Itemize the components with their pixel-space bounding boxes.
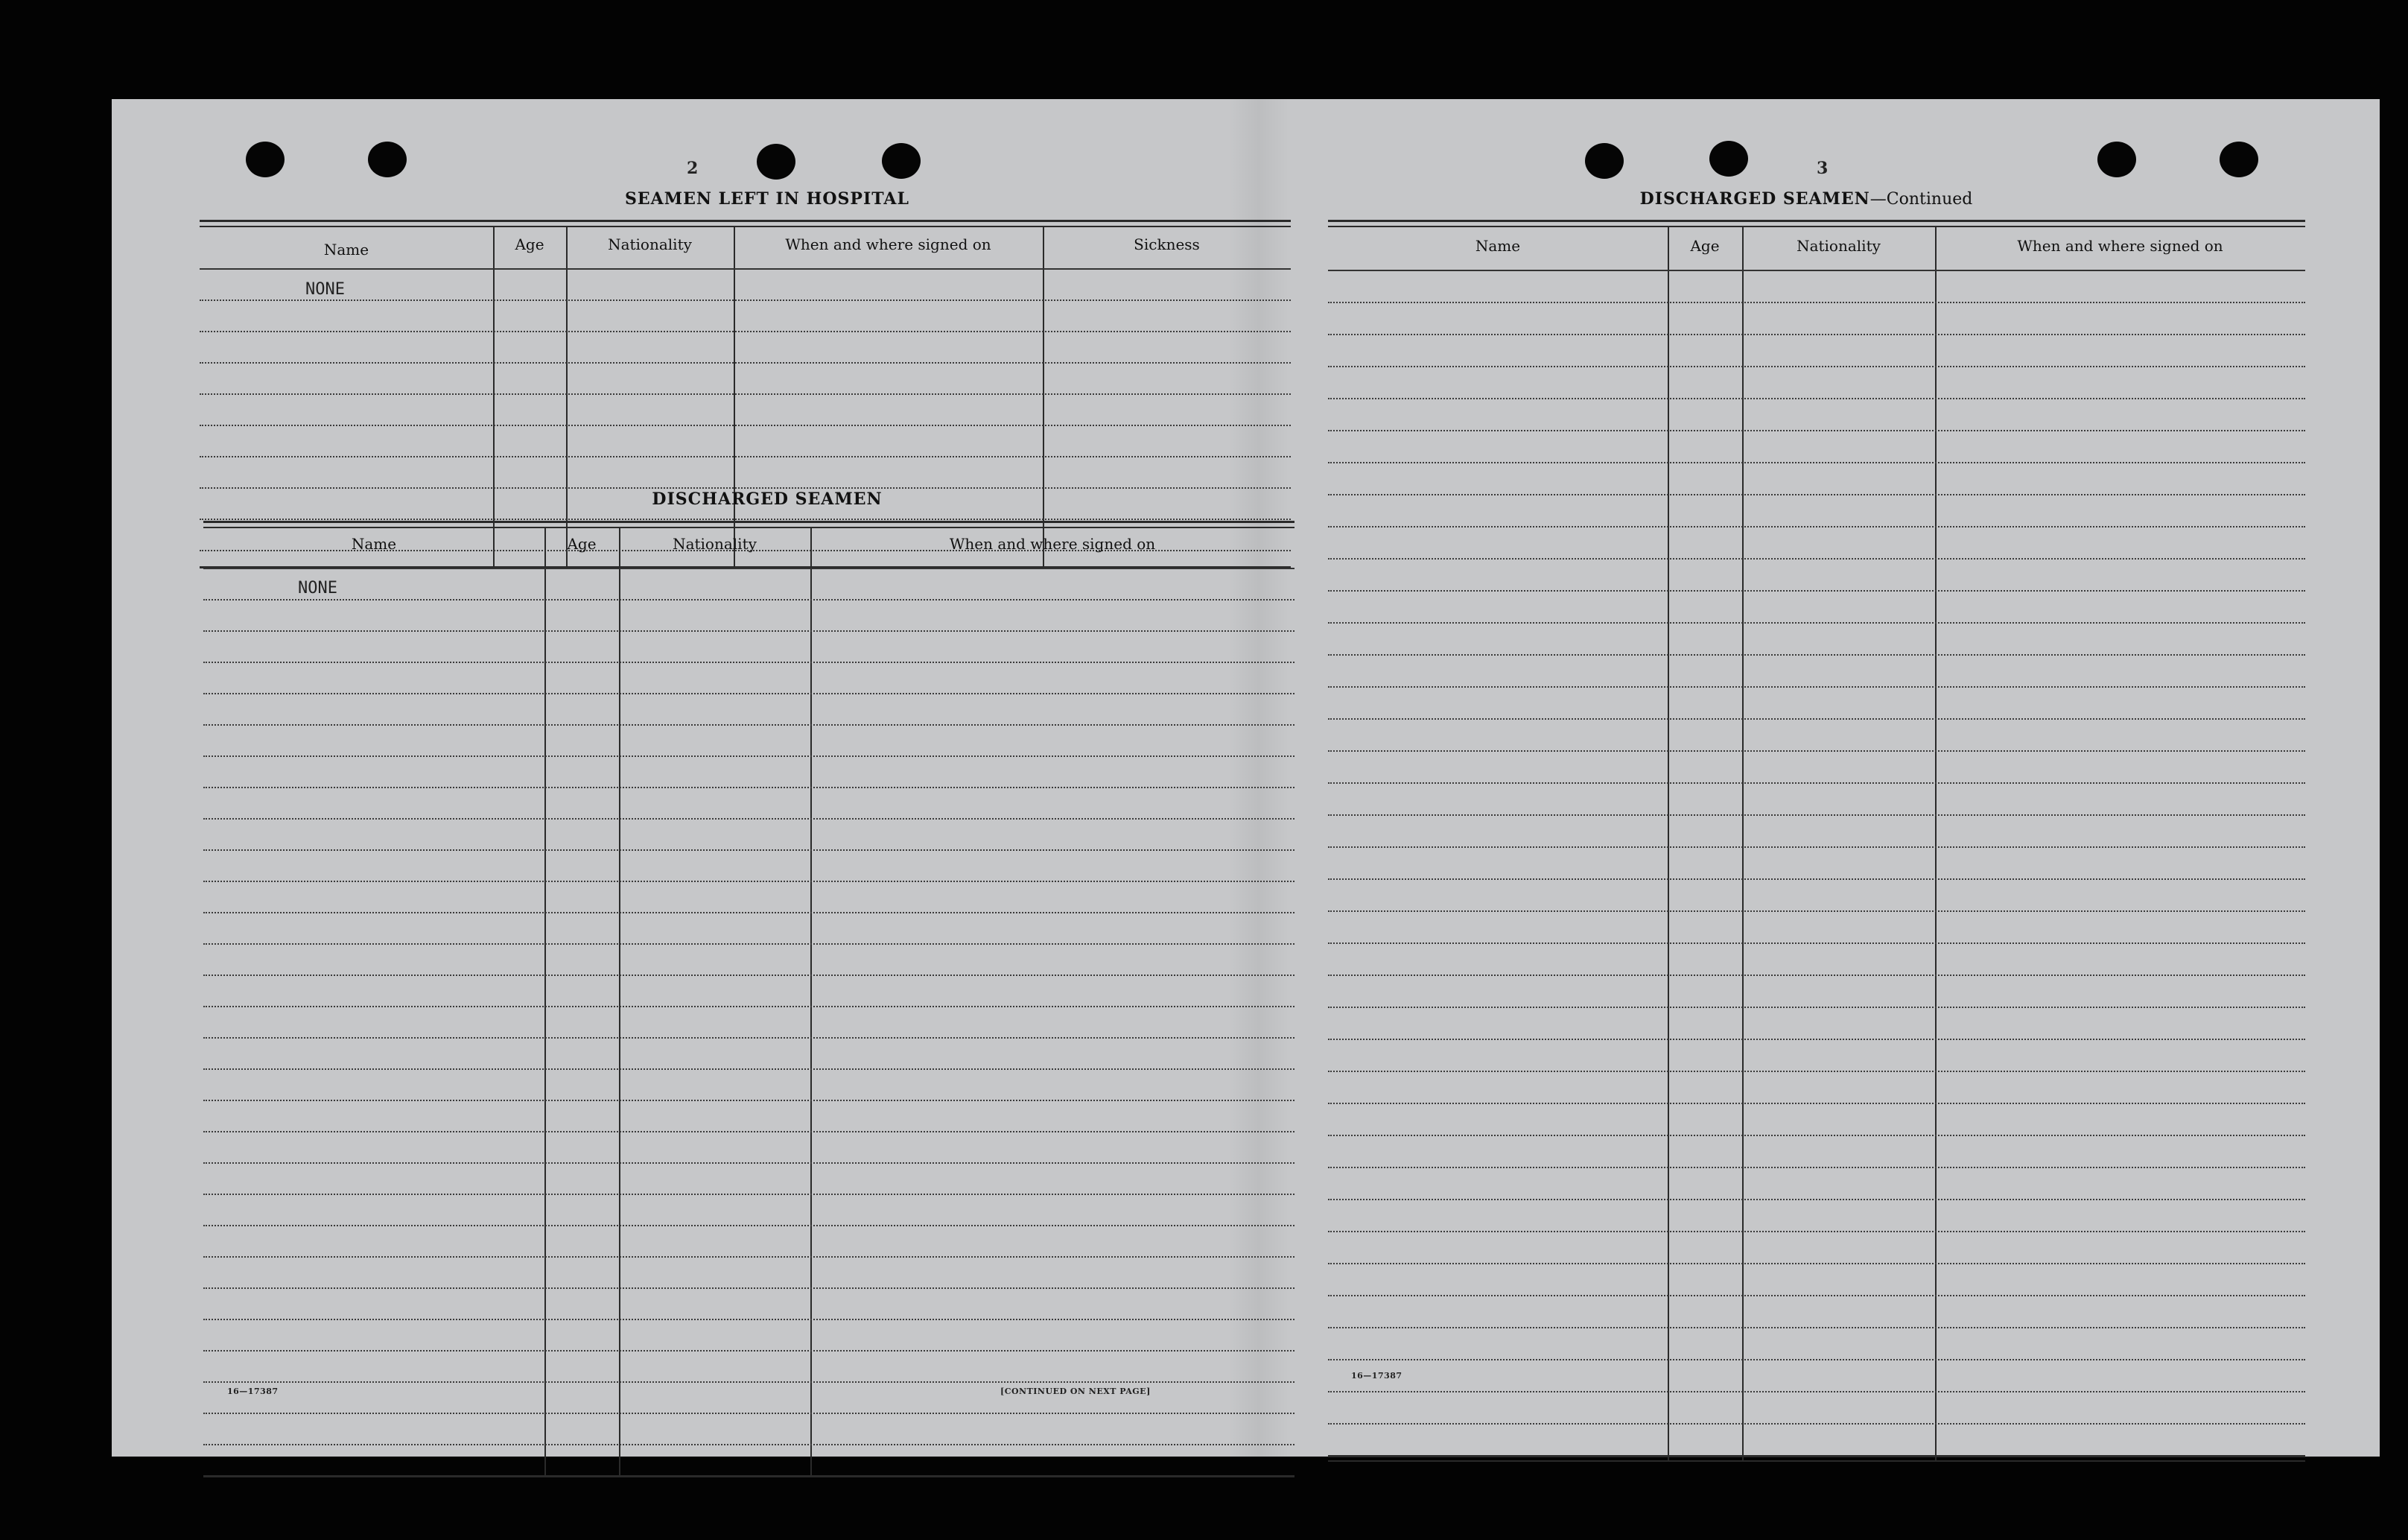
page-number: 3 <box>1817 159 1829 178</box>
punch-hole <box>368 142 407 177</box>
column-header-nationality: Nationality <box>673 535 757 553</box>
column-header-nationality: Nationality <box>608 235 692 253</box>
page-fold <box>1229 99 1289 1457</box>
continued-note: [CONTINUED ON NEXT PAGE] <box>1000 1387 1151 1396</box>
column-header-sickness: Sickness <box>1134 235 1200 253</box>
section-title-suffix: —Continued <box>1869 190 1973 209</box>
punch-hole <box>757 144 795 180</box>
punch-hole <box>1585 143 1624 179</box>
section-title <box>1545 189 2067 209</box>
punch-hole <box>2097 142 2136 177</box>
section-title: SEAMEN LEFT IN HOSPITAL <box>625 189 909 209</box>
column-header-name: Name <box>351 535 397 553</box>
section-title: DISCHARGED SEAMEN <box>652 489 883 509</box>
punch-hole <box>1709 141 1748 177</box>
page-number: 2 <box>687 159 699 178</box>
document-sheet <box>112 99 2380 1457</box>
column-header-signed-on: When and where signed on <box>949 535 1156 553</box>
punch-hole <box>882 143 921 179</box>
discharged-entry: NONE <box>298 579 337 598</box>
column-header-age: Age <box>515 235 544 253</box>
form-number: 16—17387 <box>227 1387 279 1396</box>
column-header-nationality: Nationality <box>1797 237 1881 255</box>
hospital-entry: NONE <box>305 280 345 299</box>
punch-hole <box>246 142 285 177</box>
form-number: 16—17387 <box>1351 1371 1402 1381</box>
column-header-age: Age <box>1690 237 1720 255</box>
punch-hole <box>2220 142 2258 177</box>
column-header-name: Name <box>323 241 369 259</box>
column-header-name: Name <box>1475 237 1521 255</box>
column-header-age: Age <box>567 535 597 553</box>
section-title-text: DISCHARGED SEAMEN <box>1639 189 1870 209</box>
column-header-signed-on: When and where signed on <box>2017 237 2223 255</box>
column-header-signed-on: When and where signed on <box>785 235 991 253</box>
